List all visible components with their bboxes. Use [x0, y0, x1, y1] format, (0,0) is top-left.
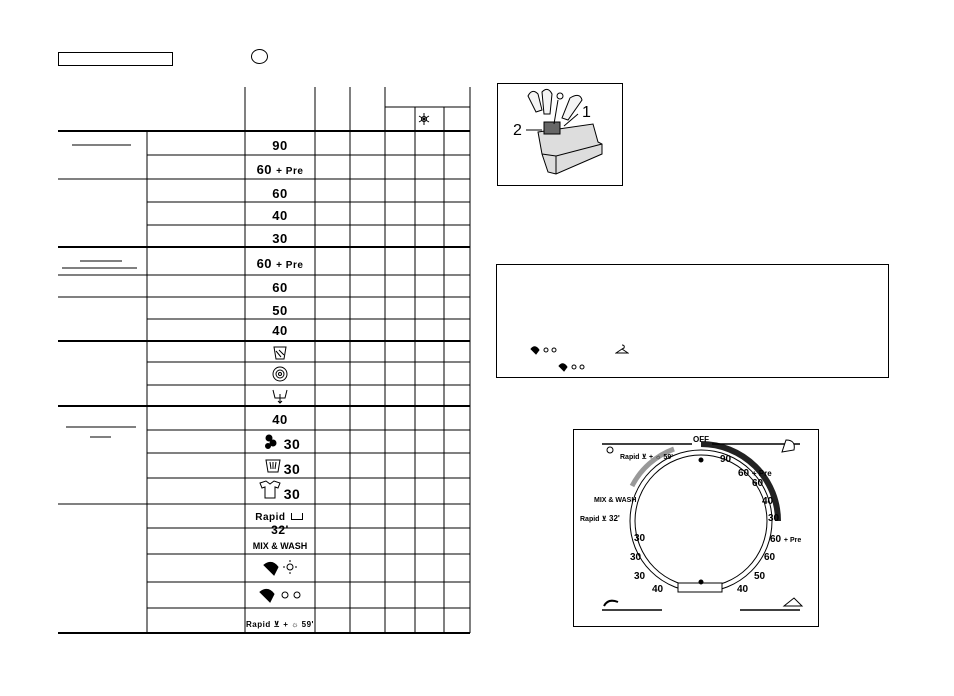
programme-dial-panel — [573, 429, 819, 627]
eco-double-sun-small-icon-2 — [557, 360, 587, 374]
hanger-icon — [615, 343, 629, 355]
prog-delicate-30: 30 — [283, 436, 301, 452]
dial-left-30-delicate: 30 — [634, 571, 646, 582]
prog-synthetic-40: 40 — [272, 323, 288, 338]
dial-right-50: 50 — [754, 571, 766, 582]
prog-30: 30 — [272, 231, 288, 246]
dial-off-label: OFF — [693, 435, 709, 444]
prog-synthetic-60: 60 — [272, 280, 288, 295]
special-icons-column — [245, 341, 315, 407]
prog-mix-wash: MIX & WASH — [252, 541, 308, 551]
dial-right-60-2: 60 — [764, 552, 776, 563]
figure-label-2: 2 — [513, 122, 522, 139]
eco-sun-icon — [262, 557, 302, 579]
prog-synthetic-50: 50 — [272, 303, 288, 318]
prog-synthetic-60-pre: 60 + Pre — [256, 256, 304, 271]
prog-wool-40: 40 — [272, 412, 288, 427]
dial-right-60-pre-2: 60 + Pre — [770, 534, 802, 545]
prog-handwash-30: 30 — [283, 461, 301, 477]
eco-double-sun-icon — [258, 584, 306, 606]
dial-right-60: 60 — [752, 478, 764, 489]
handwash-icon — [264, 456, 282, 474]
figure-label-1: 1 — [582, 104, 591, 121]
rinse-icon — [274, 347, 286, 359]
prog-90: 90 — [272, 138, 288, 153]
dial-right-30: 30 — [768, 513, 780, 524]
cold-snowflake-icon — [419, 113, 429, 125]
dial-right-40-2: 40 — [737, 584, 749, 595]
spin-icon — [273, 367, 287, 381]
prog-shirt-30: 30 — [283, 486, 301, 502]
dial-mix-wash: MIX & WASH — [594, 497, 637, 504]
dial-left-40: 40 — [652, 584, 664, 595]
dial-rapid-59: Rapid ⊻ + ☼ 59' — [620, 454, 673, 461]
dial-right-60-pre: 60 + Pre — [738, 468, 772, 479]
prog-rapid-32: Rapid 32' — [246, 512, 314, 537]
prog-rapid-59: Rapid ⊻ + ☼ 59' — [246, 620, 314, 629]
programme-dial — [574, 430, 818, 626]
note-box — [496, 264, 889, 378]
prog-60-pre: 60 + Pre — [256, 162, 304, 177]
prog-60: 60 — [272, 186, 288, 201]
dial-right-90: 90 — [720, 454, 732, 465]
prog-40: 40 — [272, 208, 288, 223]
dial-left-30-shirt: 30 — [634, 533, 646, 544]
dial-left-30-hand: 30 — [630, 552, 642, 563]
detergent-drawer-figure — [497, 83, 623, 186]
dial-right-40: 40 — [762, 496, 774, 507]
shirt-icon — [257, 480, 283, 500]
eco-double-sun-small-icon — [529, 343, 569, 357]
drain-icon — [273, 390, 287, 403]
dial-rapid-32: Rapid ⊻ 32' — [580, 514, 620, 523]
delicate-icon — [262, 432, 282, 452]
